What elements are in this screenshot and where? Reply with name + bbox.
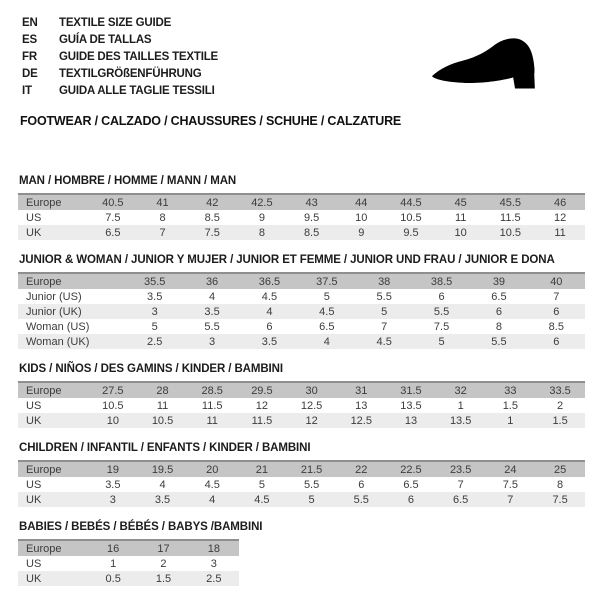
size-cell: 33	[486, 382, 536, 398]
size-cell: 33.5	[535, 382, 585, 398]
size-cell: 2.5	[126, 334, 183, 349]
size-row	[18, 477, 585, 492]
size-cell: 6.5	[88, 225, 138, 240]
size-cell: 6	[336, 477, 386, 492]
size-row	[18, 304, 585, 319]
size-cell: 5	[287, 492, 337, 507]
size-cell: 19	[88, 461, 138, 477]
size-cell: 22	[336, 461, 386, 477]
size-cell: 12.5	[287, 398, 337, 413]
size-cell: 16	[88, 540, 138, 556]
table-title: CHILDREN / INFANTIL / ENFANTS / KINDER / BAMBINI	[19, 442, 311, 454]
size-tables	[18, 175, 585, 586]
size-cell: 36.5	[241, 273, 298, 289]
size-cell: 8	[535, 477, 585, 492]
size-row	[18, 398, 585, 413]
size-cell: 42	[187, 194, 237, 210]
size-cell: 10.5	[138, 413, 188, 428]
size-cell: 45	[436, 194, 486, 210]
size-cell: 10	[336, 210, 386, 225]
size-cell: 6.5	[386, 477, 436, 492]
row-label: Woman (UK)	[18, 334, 126, 349]
size-cell: 17	[138, 540, 188, 556]
size-cell: 21	[237, 461, 287, 477]
language-text: TEXTILGRÖßENFÜHRUNG	[59, 67, 202, 80]
size-cell: 4.5	[356, 334, 413, 349]
size-cell: 12.5	[336, 413, 386, 428]
size-cell: 4	[187, 492, 237, 507]
size-cell: 6	[413, 289, 470, 304]
row-label: Europe	[18, 273, 126, 289]
size-cell: 9.5	[287, 210, 337, 225]
size-cell: 7	[528, 289, 585, 304]
language-text: TEXTILE SIZE GUIDE	[59, 16, 172, 29]
row-label: US	[18, 210, 88, 225]
row-label: Europe	[18, 540, 88, 556]
size-table	[18, 272, 585, 349]
size-cell: 3.5	[183, 304, 240, 319]
table-title: BABIES / BEBÉS / BÉBÉS / BABYS /BAMBINI	[19, 521, 263, 533]
size-cell: 5.5	[287, 477, 337, 492]
size-cell: 5.5	[356, 289, 413, 304]
size-cell: 7.5	[486, 477, 536, 492]
size-cell: 11	[535, 225, 585, 240]
size-cell: 10.5	[386, 210, 436, 225]
size-cell: 10.5	[486, 225, 536, 240]
size-cell: 45.5	[486, 194, 536, 210]
size-cell: 43	[287, 194, 337, 210]
language-code: EN	[22, 16, 38, 29]
language-code: FR	[22, 50, 37, 63]
size-cell: 7.5	[535, 492, 585, 507]
size-cell: 44	[336, 194, 386, 210]
size-cell: 3	[183, 334, 240, 349]
row-label: US	[18, 398, 88, 413]
size-cell: 12	[287, 413, 337, 428]
size-cell: 10	[88, 413, 138, 428]
size-cell: 5	[237, 477, 287, 492]
size-cell: 24	[486, 461, 536, 477]
size-cell: 18	[189, 540, 239, 556]
size-cell: 8	[138, 210, 188, 225]
size-cell: 13.5	[386, 398, 436, 413]
size-cell: 7.5	[187, 225, 237, 240]
row-label: UK	[18, 225, 88, 240]
size-cell: 28	[138, 382, 188, 398]
table-title: MAN / HOMBRE / HOMME / MANN / MAN	[19, 175, 237, 187]
size-cell: 6.5	[470, 289, 527, 304]
size-cell: 13.5	[436, 413, 486, 428]
row-label: UK	[18, 413, 88, 428]
size-row	[18, 210, 585, 225]
size-cell: 11	[436, 210, 486, 225]
size-cell: 3	[189, 556, 239, 571]
size-cell: 1	[486, 413, 536, 428]
size-cell: 28.5	[187, 382, 237, 398]
size-table-section	[18, 442, 585, 507]
size-cell: 12	[237, 398, 287, 413]
size-cell: 10	[436, 225, 486, 240]
size-cell: 42.5	[237, 194, 287, 210]
size-cell: 11.5	[187, 398, 237, 413]
size-cell: 21.5	[287, 461, 337, 477]
language-code: IT	[22, 84, 32, 97]
size-cell: 41	[138, 194, 188, 210]
size-row	[18, 382, 585, 398]
size-cell: 1.5	[138, 571, 188, 586]
size-table	[18, 539, 239, 586]
size-cell: 11	[187, 413, 237, 428]
size-cell: 3.5	[241, 334, 298, 349]
size-cell: 4	[241, 304, 298, 319]
size-cell: 7	[138, 225, 188, 240]
size-row	[18, 334, 585, 349]
size-cell: 3.5	[138, 492, 188, 507]
size-cell: 8	[237, 225, 287, 240]
size-table-section	[18, 363, 585, 428]
size-cell: 7	[436, 477, 486, 492]
size-cell: 8.5	[187, 210, 237, 225]
size-cell: 5	[356, 304, 413, 319]
row-label: Woman (US)	[18, 319, 126, 334]
size-table	[18, 381, 585, 428]
size-cell: 2	[138, 556, 188, 571]
size-cell: 8.5	[528, 319, 585, 334]
size-cell: 1.5	[535, 413, 585, 428]
size-cell: 31.5	[386, 382, 436, 398]
size-cell: 3.5	[126, 289, 183, 304]
language-row	[22, 14, 585, 31]
size-row	[18, 413, 585, 428]
size-cell: 3.5	[88, 477, 138, 492]
row-label: UK	[18, 492, 88, 507]
size-cell: 30	[287, 382, 337, 398]
size-cell: 4	[138, 477, 188, 492]
size-cell: 29.5	[237, 382, 287, 398]
table-title: KIDS / NIÑOS / DES GAMINS / KINDER / BAMBINI	[19, 363, 283, 375]
size-cell: 8.5	[287, 225, 337, 240]
size-cell: 7.5	[88, 210, 138, 225]
size-cell: 44.5	[386, 194, 436, 210]
size-cell: 5.5	[183, 319, 240, 334]
language-code: ES	[22, 33, 37, 46]
row-label: US	[18, 556, 88, 571]
size-cell: 1.5	[486, 398, 536, 413]
row-label: UK	[18, 571, 88, 586]
size-row	[18, 492, 585, 507]
size-cell: 3	[126, 304, 183, 319]
size-cell: 12	[535, 210, 585, 225]
size-cell: 0.5	[88, 571, 138, 586]
size-row	[18, 571, 239, 586]
size-cell: 1	[88, 556, 138, 571]
size-table-section	[18, 254, 585, 349]
size-cell: 6	[528, 304, 585, 319]
dress-shoe-icon	[398, 34, 575, 96]
size-cell: 9	[336, 225, 386, 240]
size-cell: 38	[356, 273, 413, 289]
category-heading: FOOTWEAR / CALZADO / CHAUSSURES / SCHUHE / CALZATURE	[20, 114, 402, 128]
size-cell: 6	[528, 334, 585, 349]
size-cell: 5.5	[413, 304, 470, 319]
size-row	[18, 273, 585, 289]
size-cell: 4.5	[187, 477, 237, 492]
size-cell: 35.5	[126, 273, 183, 289]
row-label: Europe	[18, 194, 88, 210]
size-cell: 4	[183, 289, 240, 304]
size-cell: 20	[187, 461, 237, 477]
size-cell: 6	[470, 304, 527, 319]
size-cell: 7	[356, 319, 413, 334]
size-row	[18, 319, 585, 334]
size-cell: 19.5	[138, 461, 188, 477]
size-cell: 10.5	[88, 398, 138, 413]
size-table-section	[18, 175, 585, 240]
size-table-section	[18, 521, 585, 586]
size-cell: 32	[436, 382, 486, 398]
size-cell: 9.5	[386, 225, 436, 240]
size-cell: 5.5	[336, 492, 386, 507]
row-label: Junior (US)	[18, 289, 126, 304]
size-cell: 39	[470, 273, 527, 289]
language-text: GUIDE DES TAILLES TEXTILE	[59, 50, 218, 63]
size-cell: 25	[535, 461, 585, 477]
size-row	[18, 556, 239, 571]
size-row	[18, 225, 585, 240]
size-cell: 13	[386, 413, 436, 428]
size-cell: 9	[237, 210, 287, 225]
language-code: DE	[22, 67, 38, 80]
size-cell: 2.5	[189, 571, 239, 586]
size-cell: 1	[436, 398, 486, 413]
size-cell: 6	[241, 319, 298, 334]
size-row	[18, 461, 585, 477]
size-cell: 3	[88, 492, 138, 507]
size-cell: 5	[298, 289, 355, 304]
size-table	[18, 460, 585, 507]
row-label: Junior (UK)	[18, 304, 126, 319]
size-cell: 2	[535, 398, 585, 413]
size-cell: 37.5	[298, 273, 355, 289]
size-cell: 22.5	[386, 461, 436, 477]
size-cell: 6	[386, 492, 436, 507]
size-table	[18, 193, 585, 240]
size-cell: 5	[413, 334, 470, 349]
size-cell: 11.5	[237, 413, 287, 428]
size-cell: 11	[138, 398, 188, 413]
table-title: JUNIOR & WOMAN / JUNIOR Y MUJER / JUNIOR ET FEMME / JUNIOR UND FRAU / JUNIOR E DONA	[19, 254, 555, 266]
size-cell: 4	[298, 334, 355, 349]
size-cell: 5	[126, 319, 183, 334]
size-row	[18, 289, 585, 304]
size-cell: 40.5	[88, 194, 138, 210]
size-cell: 23.5	[436, 461, 486, 477]
size-row	[18, 540, 239, 556]
size-cell: 36	[183, 273, 240, 289]
size-cell: 4.5	[298, 304, 355, 319]
size-cell: 38.5	[413, 273, 470, 289]
size-row	[18, 194, 585, 210]
row-label: Europe	[18, 461, 88, 477]
size-cell: 4.5	[237, 492, 287, 507]
size-cell: 6.5	[298, 319, 355, 334]
size-cell: 13	[336, 398, 386, 413]
size-cell: 6.5	[436, 492, 486, 507]
size-cell: 40	[528, 273, 585, 289]
row-label: Europe	[18, 382, 88, 398]
size-cell: 11.5	[486, 210, 536, 225]
size-cell: 31	[336, 382, 386, 398]
size-cell: 4.5	[241, 289, 298, 304]
language-text: GUÍA DE TALLAS	[59, 33, 152, 46]
size-cell: 8	[470, 319, 527, 334]
language-text: GUIDA ALLE TAGLIE TESSILI	[59, 84, 215, 97]
size-cell: 27.5	[88, 382, 138, 398]
size-cell: 7	[486, 492, 536, 507]
row-label: US	[18, 477, 88, 492]
size-cell: 46	[535, 194, 585, 210]
size-cell: 5.5	[470, 334, 527, 349]
size-cell: 7.5	[413, 319, 470, 334]
